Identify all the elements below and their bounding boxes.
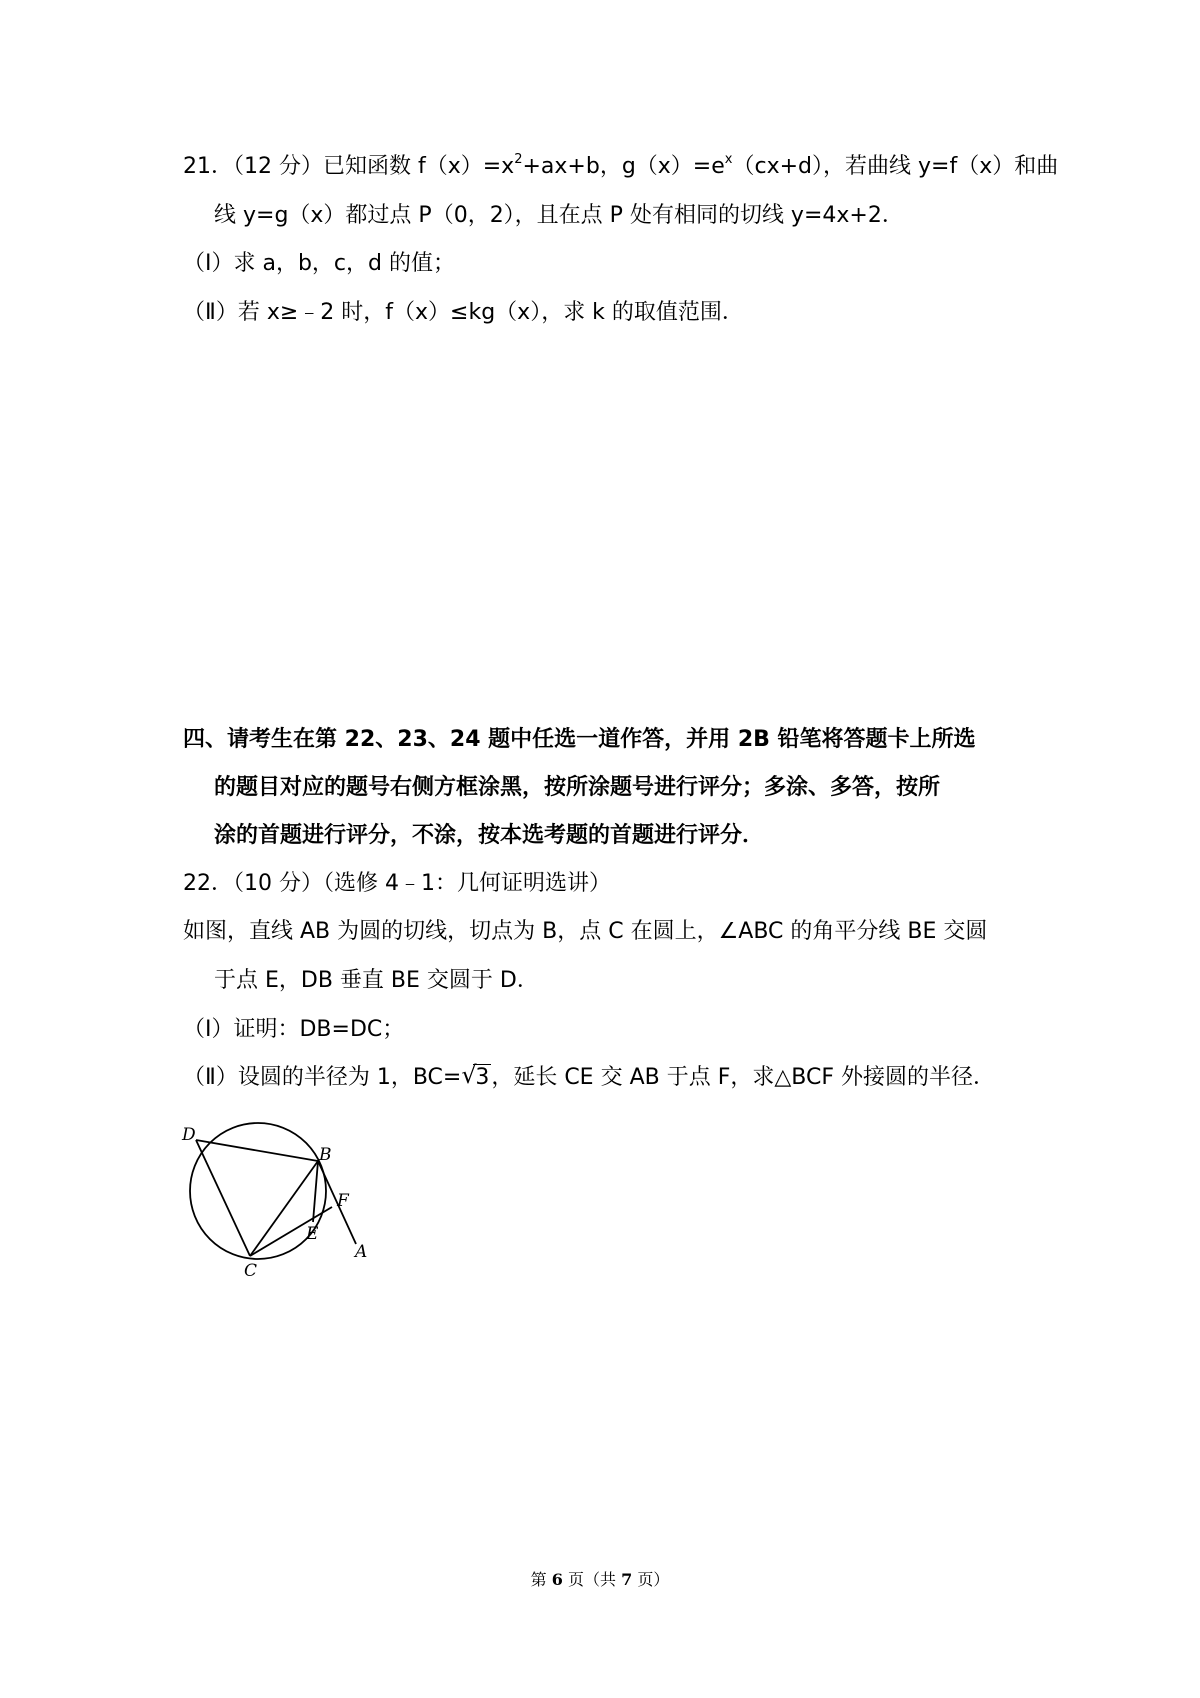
label-d: D bbox=[182, 1125, 196, 1145]
q22-part2-text-b: ，延长 CE 交 AB 于点 F，求△BCF 外接圆的半径． bbox=[491, 1065, 995, 1090]
segment-cf bbox=[250, 1207, 332, 1256]
label-a: A bbox=[355, 1242, 368, 1262]
q21-part-2: （Ⅱ）若 x≥﹣2 时，f（x）≤kg（x），求 k 的取值范围． bbox=[183, 300, 744, 325]
page-footer bbox=[0, 1567, 1200, 1590]
label-f: F bbox=[337, 1191, 349, 1211]
footer-middle: 页（共 bbox=[562, 1570, 622, 1589]
q21-text-b: +ax+b，g（x）=e bbox=[522, 154, 725, 179]
q21-part-1: （Ⅰ）求 a，b，c，d 的值； bbox=[183, 251, 455, 276]
label-e: E bbox=[306, 1224, 319, 1244]
label-c: C bbox=[244, 1261, 258, 1281]
q21-line-1 bbox=[183, 152, 1058, 182]
q22-part2-text-a: （Ⅱ）设圆的半径为 1，BC= bbox=[183, 1065, 462, 1090]
geometry-figure bbox=[180, 1108, 380, 1293]
footer-total-pages: 7 bbox=[621, 1570, 633, 1589]
footer-page-number: 6 bbox=[551, 1570, 563, 1589]
q22-stem-2: 于点 E，DB 垂直 BE 交圆于 D． bbox=[214, 968, 539, 993]
circle-diagram bbox=[180, 1108, 380, 1293]
section4-line-3: 涂的首题进行评分，不涂，按本选考题的首题进行评分． bbox=[214, 823, 765, 848]
q21-superscript-x: x bbox=[724, 152, 733, 167]
sqrt-symbol: √ bbox=[461, 1061, 477, 1089]
q21-text-c: （cx+d），若曲线 y=f（x）和曲 bbox=[732, 154, 1059, 179]
sqrt-3 bbox=[461, 1063, 491, 1093]
q22-part-1: （Ⅰ）证明：DB=DC； bbox=[183, 1017, 405, 1042]
q22-header: 22．（10 分）（选修 4﹣1：几何证明选讲） bbox=[183, 871, 611, 896]
q21-line-2: 线 y=g（x）都过点 P（0，2），且在点 P 处有相同的切线 y=4x+2． bbox=[214, 203, 904, 228]
q22-stem-1: 如图，直线 AB 为圆的切线，切点为 B，点 C 在圆上，∠ABC 的角平分线 BE 交圆 bbox=[183, 919, 988, 944]
q21-superscript-2: 2 bbox=[514, 152, 523, 167]
label-b: B bbox=[319, 1145, 332, 1165]
sqrt-radicand: 3 bbox=[475, 1065, 490, 1090]
segment-be bbox=[313, 1161, 318, 1222]
section4-line-1: 四、请考生在第 22、23、24 题中任选一道作答，并用 2B 铅笔将答题卡上所选 bbox=[183, 727, 976, 752]
footer-suffix: 页） bbox=[632, 1570, 670, 1589]
footer-prefix: 第 bbox=[530, 1570, 552, 1589]
section4-line-2: 的题目对应的题号右侧方框涂黑，按所涂题号进行评分；多涂、多答，按所 bbox=[214, 775, 941, 800]
q21-text-a: 21．（12 分）已知函数 f（x）=x bbox=[183, 154, 515, 179]
segment-db bbox=[196, 1140, 318, 1161]
segment-dc bbox=[196, 1140, 250, 1256]
q22-part-2 bbox=[183, 1063, 995, 1093]
